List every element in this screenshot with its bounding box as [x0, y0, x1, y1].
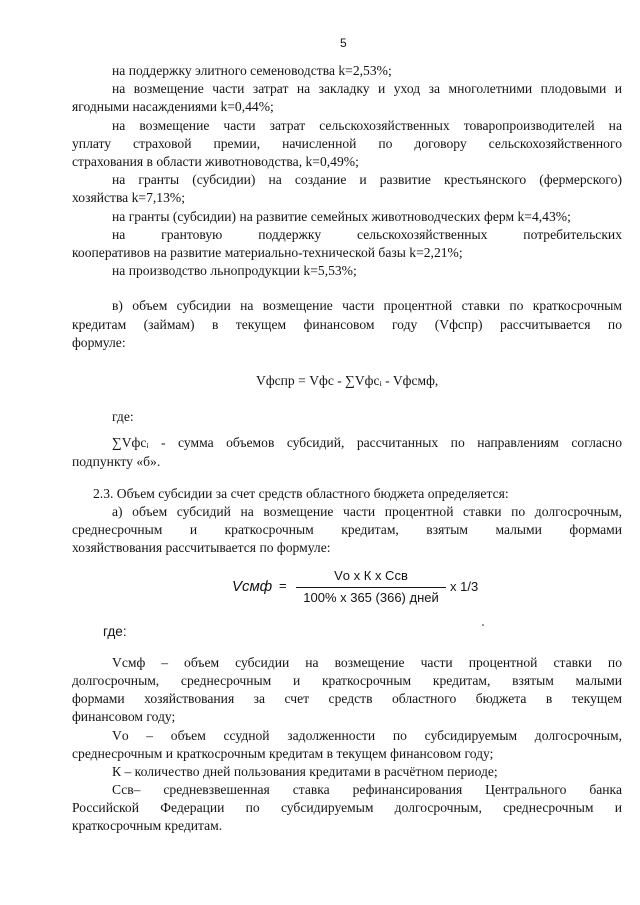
formula-fraction — [296, 568, 446, 610]
where-label: где: — [103, 624, 127, 639]
formula-vfspr: Vфспр = Vфс - ∑Vфсᵢ - Vфсмф, — [256, 373, 439, 388]
list-item-continuation: хозяйства k=7,13%; — [72, 190, 185, 205]
sum-definition: подпункту «б». — [72, 454, 161, 469]
list-item: на поддержку элитного семеноводства k=2,53%; — [112, 63, 392, 78]
definition-ssv: краткосрочным кредитам. — [72, 818, 223, 833]
definition-vsmf: формами хозяйствования за счет средств областного бюджета в текущем — [72, 691, 622, 706]
definition-vo: среднесрочным и краткосрочным кредитам в текущем финансовом году; — [72, 746, 494, 761]
list-item: на возмещение части затрат сельскохозяйственных товаропроизводителей на — [112, 118, 622, 133]
formula-lhs: Vсмф — [232, 578, 273, 595]
list-item: на грантовую поддержку сельскохозяйственных потребительских — [112, 227, 622, 242]
paragraph-v: в) объем субсидии на возмещение части процентной ставки по краткосрочным — [112, 298, 622, 313]
definition-vsmf: финансовом году; — [72, 709, 176, 724]
list-item: на гранты (субсидии) на создание и развитие крестьянского (фермерского) — [112, 172, 622, 187]
list-item-continuation: ягодными насаждениями k=0,44%; — [72, 99, 274, 114]
list-item-continuation: уплату страховой премии, начисленной по договору сельскохозяйственного — [72, 136, 622, 151]
definition-vsmf: Vсмф – объем субсидии на возмещение части процентной ставки по — [112, 655, 622, 670]
page-number: 5 — [340, 36, 347, 50]
list-item-continuation: кооперативов на развитие материально-технической базы k=2,21%; — [72, 245, 463, 260]
fraction-numerator: Vо х К х Ссв — [334, 568, 408, 583]
paragraph-v: формуле: — [72, 335, 126, 350]
definition-vo: Vо – объем ссудной задолженности по субсидируемым долгосрочным, — [112, 728, 622, 743]
section-text: хозяйствования рассчитывается по формуле: — [72, 540, 331, 555]
section-text: а) объем субсидий на возмещение части процентной ставки по долгосрочным, — [112, 504, 622, 519]
sum-definition: ∑Vфсᵢ - сумма объемов субсидий, рассчитанных по направлениям согласно — [112, 435, 622, 450]
definition-vsmf: долгосрочным, среднесрочным и краткосрочным кредитам, взятым малыми — [72, 673, 622, 688]
scan-speck — [482, 624, 484, 626]
list-item: на производство льнопродукции k=5,53%; — [112, 263, 357, 278]
section-text: среднесрочным и краткосрочным кредитам, взятым малыми формами — [72, 522, 622, 537]
formula-equals: = — [279, 578, 287, 593]
list-item: на гранты (субсидии) на развитие семейных животноводческих ферм k=4,43%; — [112, 209, 571, 224]
fraction-denominator: 100% х 365 (366) дней — [303, 590, 439, 605]
formula-multiplier: х 1/3 — [450, 579, 479, 594]
list-item: на возмещение части затрат на закладку и уход за многолетними плодовыми и — [112, 81, 622, 96]
list-item-continuation: страхования в области животноводства, k=0,49%; — [72, 154, 359, 169]
definition-ssv: Ссв– средневзвешенная ставка рефинансирования Центрального банка — [112, 782, 622, 797]
definition-ssv: Российской Федерации по субсидируемым долгосрочным, среднесрочным и — [72, 800, 622, 815]
definition-k: К – количество дней пользования кредитами в расчётном периоде; — [112, 764, 498, 779]
where-label: где: — [112, 409, 134, 424]
paragraph-v: кредитам (займам) в текущем финансовом году (Vфспр) рассчитывается по — [72, 317, 622, 332]
fraction-bar — [296, 587, 446, 588]
section-heading: 2.3. Объем субсидии за счет средств областного бюджета определяется: — [93, 486, 509, 501]
